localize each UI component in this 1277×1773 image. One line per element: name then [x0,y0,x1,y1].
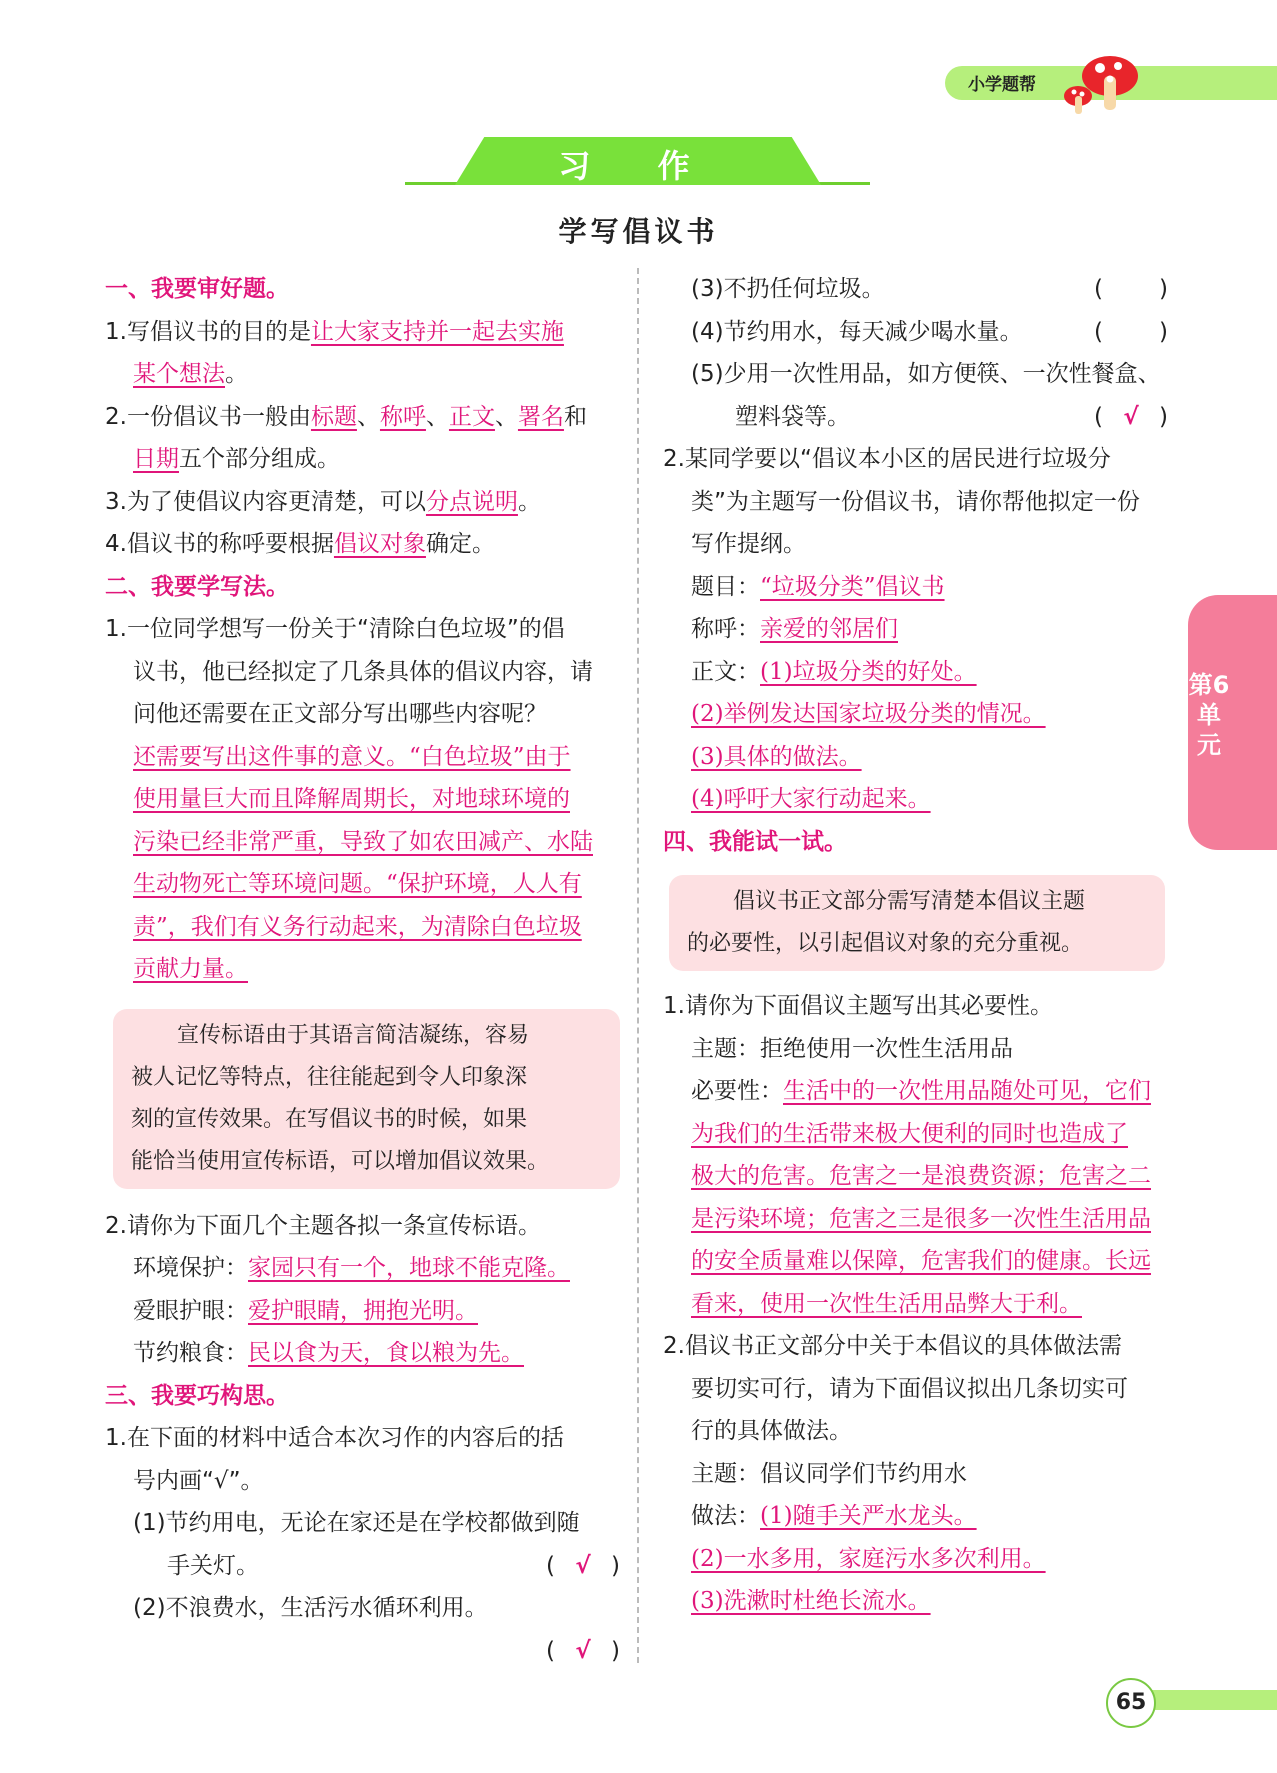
answer-text: 倡议对象 [333,531,426,557]
question-text: 议书，他已经拟定了几条具体的倡议内容，请 [133,658,593,685]
answer-text: 日期 [133,446,179,472]
question-text: 类”为主题写一份倡议书，请你帮他拟定一份 [691,488,1140,515]
answer-text: 正文 [448,403,495,430]
answer-text: 为我们的生活带来极大便利的同时也造成了 [691,1120,1128,1147]
unit-side-tab-label: 第6单元 [1188,671,1230,759]
option-row: 手关灯。 ( √ ) [105,1545,620,1588]
page-number: 65 [1106,1678,1156,1728]
right-column [663,268,1168,1623]
outline-row: 称呼：亲爱的邻居们 [691,616,898,642]
answer-text: (3)具体的做法。 [691,743,862,770]
slogan-row: 环境保护：家园只有一个，地球不能克隆。 [133,1255,570,1281]
tip-box: 倡议书正文部分需写清楚本倡议主题 的必要性，以引起倡议对象的充分重视。 [669,875,1165,971]
answer-text: 责”，我们有义务行动起来，为清除白色垃圾 [133,913,582,940]
option-row: (4)节约用水，每天减少喝水量。 ( ) [691,318,1168,345]
option-row: (3)不扔任何垃圾。 ( ) [691,276,1168,302]
topic-text: 主题：倡议同学们节约用水 [691,1460,967,1487]
answer-text: 亲爱的邻居们 [760,616,898,642]
question-text: 号内画“√”。 [133,1467,264,1494]
question-text: 2.某同学要以“倡议本小区的居民进行垃圾分 [663,446,1111,472]
question-1-cont: 某个想法。 [133,361,248,387]
answer-text: (1)随手关严水龙头。 [760,1503,977,1529]
question-text: 1.在下面的材料中适合本次习作的内容后的括 [105,1425,564,1451]
question-text: 要切实可行，请为下面倡议拟出几条切实可 [691,1375,1128,1402]
answer-text: 爱护眼睛，拥抱光明。 [248,1297,478,1324]
answer-text: 让大家支持并一起去实施 [310,318,564,345]
answer-row: 做法：(1)随手关严水龙头。 [691,1503,977,1529]
answer-text: 的安全质量难以保障，危害我们的健康。长远 [691,1248,1151,1274]
answer-text: (1)垃圾分类的好处。 [760,658,977,685]
mushroom-icon [1060,46,1140,116]
answer-text: 民以食为天，食以粮为先。 [248,1340,524,1366]
question-text: 2.倡议书正文部分中关于本倡议的具体做法需 [663,1333,1122,1359]
answer-text: 某个想法 [133,361,225,387]
question-text: 问他还需要在正文部分写出哪些内容呢？ [133,701,547,727]
section-heading: 三、我要巧构思。 [105,1382,289,1409]
answer-text: 分点说明 [425,488,518,515]
answer-text: “垃圾分类”倡议书 [760,573,945,600]
topic-text: 主题：拒绝使用一次性生活用品 [691,1035,1013,1062]
answer-text: 家园只有一个，地球不能克隆。 [248,1255,570,1281]
tip-box: 宣传标语由于其语言简洁凝练，容易 被人记忆等特点，往往能起到令人印象深 刻的宣传效果。在写倡议书的时候，如果 能恰当使用宣传标语，可以增加倡议效果。 [113,1009,620,1189]
slogan-row: 爱眼护眼：爱护眼睛，拥抱光明。 [133,1297,478,1324]
question-2: 2.一份倡议书一般由标题、称呼、正文、署名和 [105,403,587,430]
answer-text: 还需要写出这件事的意义。“白色垃圾”由于 [133,743,571,770]
answer-text: (3)洗漱时杜绝长流水。 [691,1588,931,1614]
answer-text: 标题 [310,403,357,430]
answer-row: 必要性：生活中的一次性用品随处可见，它们 [691,1078,1151,1104]
left-column [105,268,620,1672]
option-text: (5)少用一次性用品，如方便筷、一次性餐盒、 [691,361,1161,387]
option-row: 塑料袋等。 ( √ ) [663,396,1168,439]
answer-text: (4)呼吁大家行动起来。 [691,786,931,812]
answer-text: 使用量巨大而且降解周期长，对地球环境的 [133,786,570,812]
option-row: ( √ ) [105,1630,620,1672]
question-text: 1.请你为下面倡议主题写出其必要性。 [663,993,1053,1019]
question-text: 行的具体做法。 [691,1418,852,1444]
page-number-bar [1135,1690,1277,1710]
option-text: (2)不浪费水，生活污水循环利用。 [133,1595,488,1621]
column-divider [637,268,639,1663]
brand-label: 小学题帮 [968,75,1036,95]
answer-text: 看来，使用一次性生活用品弊大于利。 [691,1290,1082,1317]
question-text: 1.一位同学想写一份关于“清除白色垃圾”的倡 [105,616,565,642]
section-banner-title: 习 作 [558,147,718,185]
answer-text: 是污染环境；危害之三是很多一次性生活用品 [691,1205,1151,1232]
answer-text: (2)举例发达国家垃圾分类的情况。 [691,701,1046,727]
answer-text: 污染已经非常严重，导致了如农田减产、水陆 [133,828,593,855]
question-1: 1.写倡议书的目的是让大家支持并一起去实施 [105,318,564,345]
check-mark: √ [575,1552,591,1579]
question-text: 写作提纲。 [691,531,806,557]
answer-text: 署名 [517,403,564,430]
check-mark: √ [575,1637,591,1664]
answer-text: 生活中的一次性用品随处可见，它们 [783,1078,1151,1104]
outline-row: 正文：(1)垃圾分类的好处。 [691,658,977,685]
answer-text: (2)一水多用，家庭污水多次利用。 [691,1545,1046,1572]
page-title: 学写倡议书 [558,215,719,248]
section-heading: 二、我要学写法。 [105,573,289,600]
answer-text: 贡献力量。 [133,956,248,982]
answer-text: 生动物死亡等环境问题。“保护环境，人人有 [133,871,582,897]
check-mark: √ [1123,403,1139,430]
outline-row: 题目：“垃圾分类”倡议书 [691,573,945,600]
question-text: 2.请你为下面几个主题各拟一条宣传标语。 [105,1212,541,1239]
section-heading: 一、我要审好题。 [105,276,289,302]
slogan-row: 节约粮食：民以食为天，食以粮为先。 [133,1340,524,1366]
section-heading: 四、我能试一试。 [663,828,847,855]
question-3: 3.为了使倡议内容更清楚，可以分点说明。 [105,488,541,515]
question-2-cont: 日期五个部分组成。 [133,446,340,472]
question-4: 4.倡议书的称呼要根据倡议对象确定。 [105,531,495,557]
option-text: (1)节约用电，无论在家还是在学校都做到随 [133,1510,580,1536]
answer-text: 称呼 [379,403,426,430]
answer-text: 极大的危害。危害之一是浪费资源；危害之二 [691,1163,1151,1189]
